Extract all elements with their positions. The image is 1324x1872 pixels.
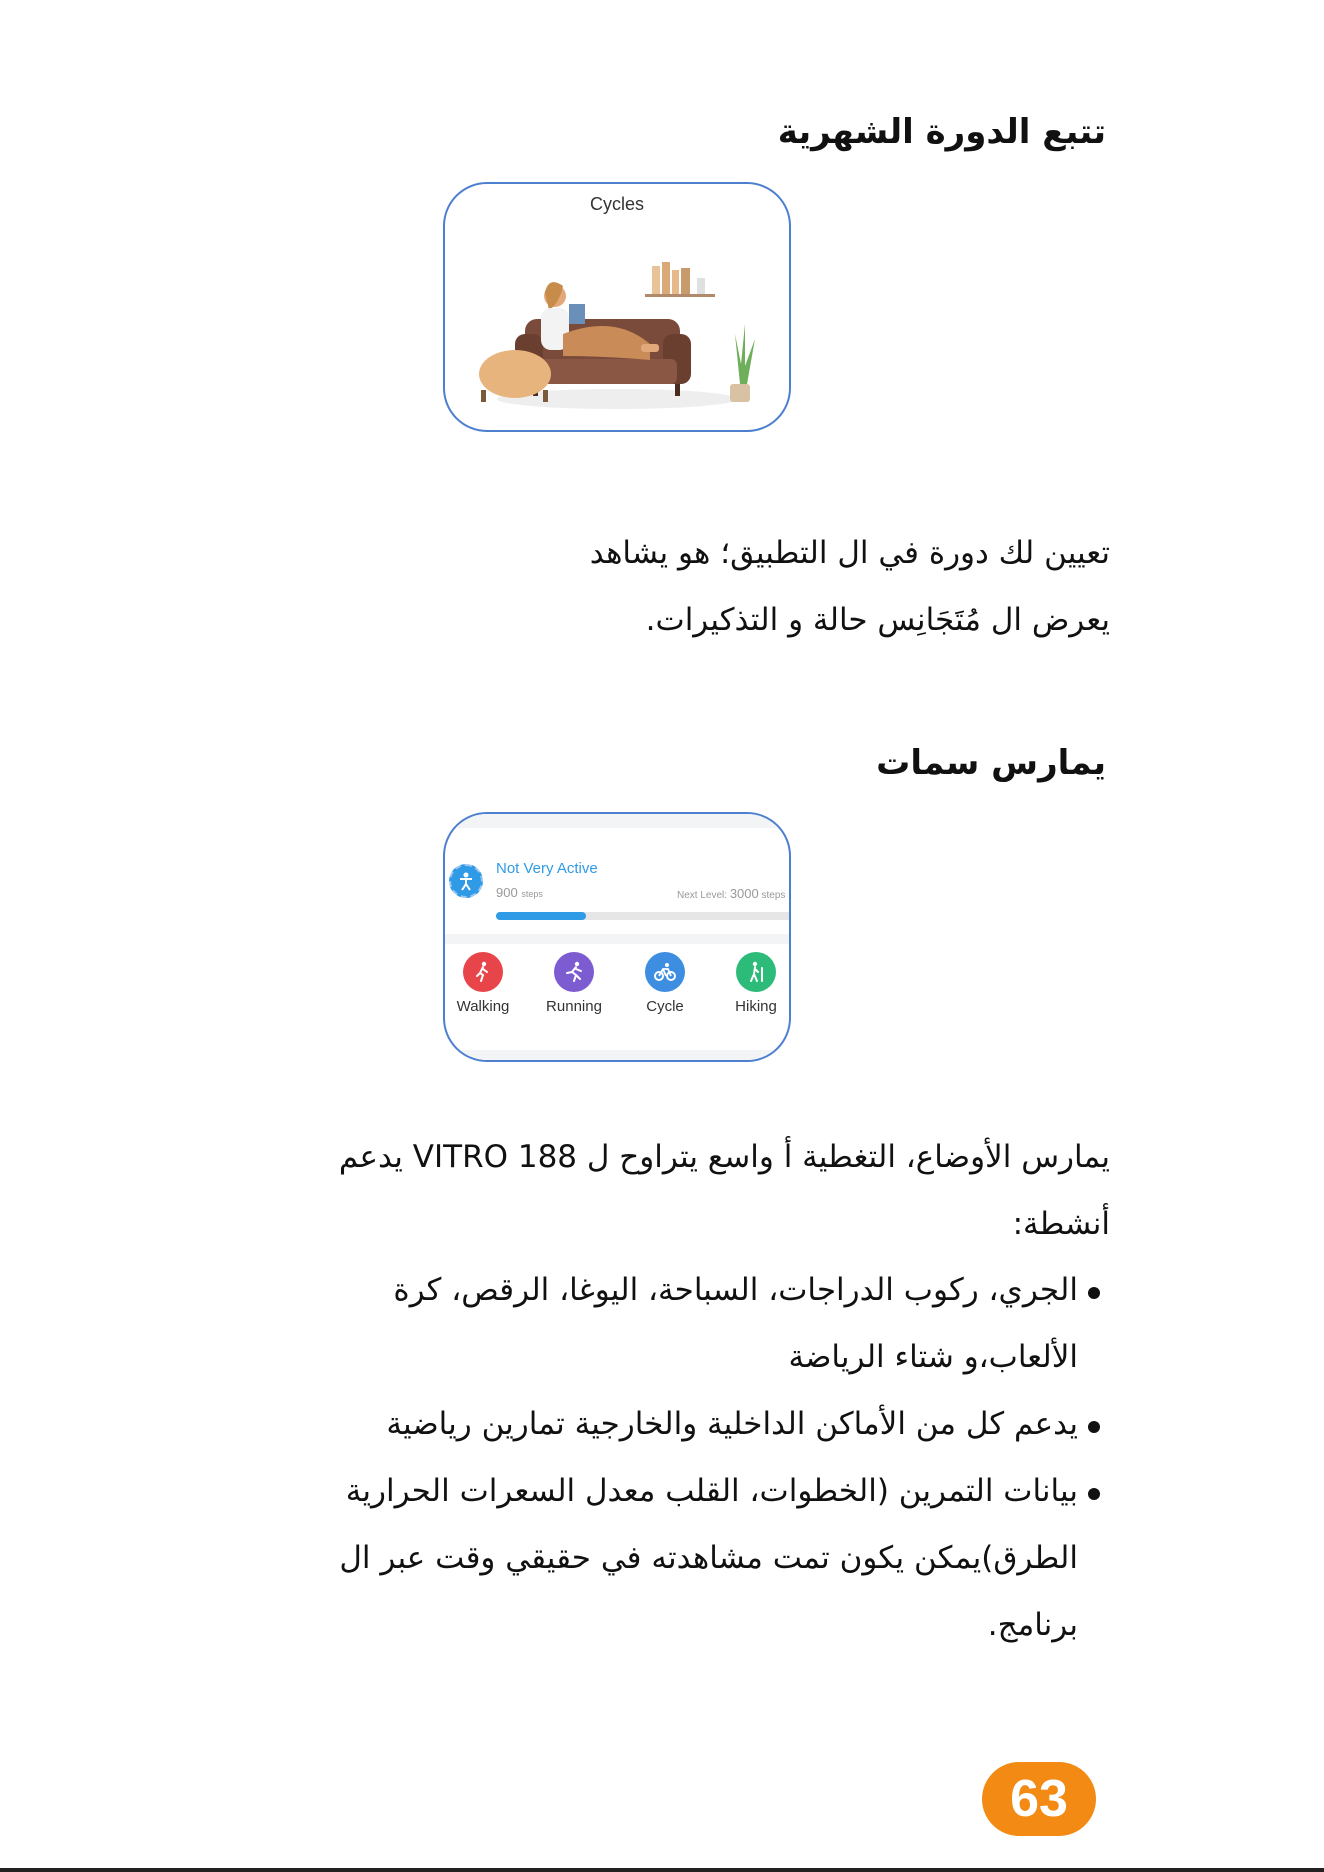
walking-button[interactable] (447, 952, 519, 1015)
bullet-3-line-1: بيانات التمرين (الخطوات، القلب معدل السعرات الحرارية (345, 1473, 1078, 1509)
cycles-description (590, 520, 1110, 654)
exercise-intro (339, 1124, 1110, 1258)
list-item (339, 1458, 1100, 1659)
bullet-1-line-2: الألعاب،و شتاء الرياضة (788, 1339, 1078, 1375)
steps-unit: steps (521, 889, 543, 899)
progress-fill (496, 912, 586, 920)
cycles-screenshot (443, 182, 791, 432)
person-icon (449, 864, 483, 898)
walking-icon (463, 952, 503, 992)
bullet-2-line-1: يدعم كل من الأماكن الداخلية والخارجية تمارين رياضية (386, 1406, 1078, 1442)
section-heading-cycle-tracking: تتبع الدورة الشهرية (777, 112, 1106, 152)
cycle-label: Cycle (646, 998, 684, 1015)
bullet-dot (1088, 1488, 1100, 1500)
exercise-intro-line-2: أنشطة: (1012, 1206, 1110, 1242)
hiking-icon (736, 952, 776, 992)
hiking-label: Hiking (735, 998, 777, 1015)
next-level-readout (677, 886, 785, 901)
page-number: 63 (982, 1762, 1096, 1836)
cycles-description-line-2: يعرض ال مُتَجَانِس حالة و التذكيرات. (645, 602, 1110, 638)
divider (445, 934, 789, 944)
bullet-3-line-2: الطرق)يمكن يكون تمت مشاهدته في حقيقي وقت عبر ال (339, 1540, 1078, 1576)
exercise-intro-line-1: يمارس الأوضاع، التغطية أ واسع يتراوح ل VITRO 188 يدعم (338, 1139, 1110, 1175)
woman-on-sofa-illustration (445, 184, 789, 430)
list-item (339, 1391, 1100, 1458)
walking-label: Walking (456, 998, 510, 1015)
list-item (339, 1257, 1100, 1391)
hiking-button[interactable] (720, 952, 791, 1015)
next-level-label: Next Level: (677, 890, 728, 901)
activity-status: Not Very Active (496, 860, 598, 877)
bottom-strip (445, 1050, 789, 1060)
section-heading-exercise-features: يمارس سمات (876, 743, 1106, 783)
bullet-1-line-1: الجري، ركوب الدراجات، السباحة، اليوغا، الرقص، كرة (393, 1272, 1078, 1308)
bullet-dot (1088, 1287, 1100, 1299)
exercise-features-list (339, 1257, 1100, 1659)
top-strip (445, 814, 789, 828)
next-level-value: 3000 (729, 886, 759, 901)
running-label: Running (546, 998, 602, 1015)
cycle-icon (645, 952, 685, 992)
bullet-3-line-3: برنامج. (987, 1607, 1078, 1643)
running-button[interactable] (538, 952, 610, 1015)
running-icon (554, 952, 594, 992)
steps-value: 900 (496, 885, 518, 900)
next-level-unit: steps (761, 890, 786, 901)
progress-track (496, 912, 791, 920)
bottom-rule (0, 1868, 1324, 1872)
cycles-title: Cycles (589, 194, 644, 214)
bullet-dot (1088, 1421, 1100, 1433)
cycle-button[interactable] (629, 952, 701, 1015)
activity-screenshot (443, 812, 791, 1062)
cycles-description-line-1: تعيين لك دورة في ال التطبيق؛ هو يشاهد (589, 535, 1110, 571)
steps-readout (496, 885, 543, 900)
